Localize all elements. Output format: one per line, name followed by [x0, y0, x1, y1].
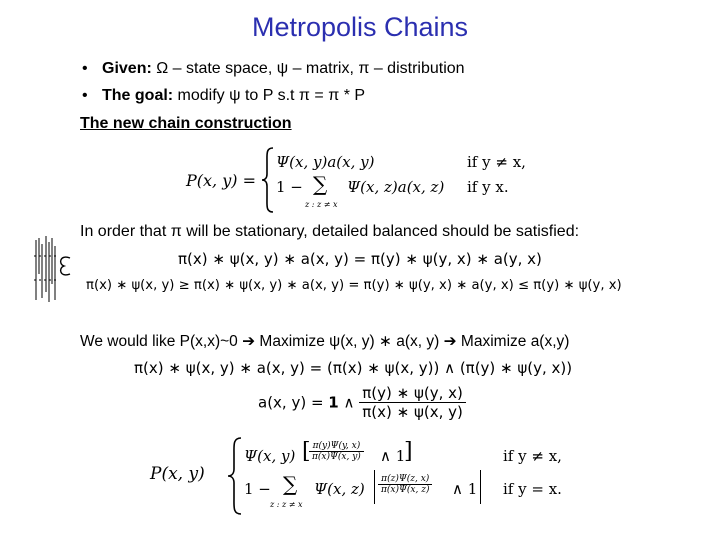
- eq2-case2-bar-right: [480, 470, 481, 504]
- eq2-case2-wedge: ∧ 1: [452, 480, 478, 498]
- eq1-brace: [260, 146, 276, 214]
- a-fraction-den: π(x) ∗ ψ(x, y): [362, 403, 463, 421]
- a-wedge: ∧: [338, 393, 360, 412]
- bullet-dot: •: [82, 60, 88, 77]
- arrow-icon: ➔: [242, 333, 256, 350]
- detailed-balance-statement: In order that π will be stationary, detailed balanced should be satisfied:: [80, 223, 580, 240]
- bullet-given-text: Ω – state space, ψ – matrix, π – distribution: [151, 60, 465, 77]
- bullet-goal-text: modify ψ to P s.t π = π * P: [173, 87, 366, 104]
- eq2-case1-fraction: [309, 441, 364, 462]
- scribble-arrow: [61, 257, 70, 275]
- a-one: 1: [328, 393, 339, 412]
- eq2-brace-path: [228, 438, 241, 514]
- bullet-goal: [82, 87, 365, 105]
- arrow-icon: ➔: [443, 333, 457, 350]
- section-heading: The new chain construction: [80, 115, 292, 132]
- a-fraction: [359, 384, 466, 421]
- eq1-sum-sub: z : z ≠ x: [305, 200, 338, 209]
- eq2-case1-cond: if y ≠ x,: [503, 447, 562, 465]
- eq2-case1-frac: [309, 441, 364, 462]
- detailed-balance-eq-a: π(x) ∗ ψ(x, y) ∗ a(x, y) = π(y) ∗ ψ(y, x) ∗ a(y, x): [178, 250, 542, 268]
- eq2-case2-num: π(z)Ψ(z, x): [378, 474, 432, 485]
- scribble-decoration: [30, 234, 72, 304]
- bullet-goal-label: The goal:: [102, 87, 174, 104]
- maximize-statement: [80, 332, 569, 351]
- eq2-case2-prefix: 1 −: [244, 480, 271, 498]
- eq2-sum-sub: z : z ≠ x: [270, 500, 303, 509]
- eq2-brace: [226, 436, 244, 516]
- scribble-strokes: [34, 236, 57, 302]
- maximize-text-c: Maximize a(x,y): [456, 333, 570, 350]
- sum-symbol: ∑: [283, 472, 298, 496]
- eq2-lhs: P(x, y): [150, 464, 205, 484]
- sum-symbol: ∑: [313, 172, 328, 196]
- min-equation: π(x) ∗ ψ(x, y) ∗ a(x, y) = (π(x) ∗ ψ(x, y)) ∧ (π(y) ∗ ψ(y, x)): [134, 359, 573, 377]
- eq1-case2-expr: Ψ(x, z)a(x, z): [347, 178, 445, 196]
- slide-title: Metropolis Chains: [251, 12, 469, 42]
- eq1-brace-path: [262, 148, 273, 212]
- eq2-case2-den: π(x)Ψ(x, z): [381, 485, 430, 495]
- eq1-case1-cond: if y ≠ x,: [467, 153, 526, 171]
- a-equation: [258, 384, 466, 421]
- bullet-dot: •: [82, 87, 88, 104]
- eq1-case2-cond: if y x.: [467, 178, 509, 196]
- maximize-text-a: We would like P(x,x)~0: [80, 333, 238, 350]
- eq2-case1-expr: Ψ(x, y): [244, 447, 296, 465]
- a-fraction-num: π(y) ∗ ψ(y, x): [359, 384, 466, 403]
- eq2-case1-bracket-right: ]: [404, 439, 413, 464]
- eq2-case2-frac: [378, 474, 432, 495]
- eq2-case2-expr: Ψ(x, z): [314, 480, 365, 498]
- eq2-sum: [283, 472, 297, 496]
- bullet-given: [82, 60, 465, 78]
- a-lhs: a(x, y) =: [258, 393, 329, 412]
- eq2-case1-wedge: ∧ 1: [380, 447, 406, 465]
- eq2-case2-cond: if y = x.: [503, 480, 562, 498]
- detailed-balance-eq-b: π(x) ∗ ψ(x, y) ≥ π(x) ∗ ψ(x, y) ∗ a(x, y) = π(y) ∗ ψ(y, x) ∗ a(y, x) ≤ π(y) ∗ ψ(y, x): [86, 278, 622, 293]
- eq2-case1-den: π(x)Ψ(x, y): [312, 452, 361, 462]
- eq1-case2-prefix: 1 −: [276, 178, 303, 196]
- eq1-case1-expr: Ψ(x, y)a(x, y): [276, 153, 375, 171]
- eq2-case1-num: π(y)Ψ(y, x): [309, 441, 364, 452]
- bullet-given-label: Given:: [102, 60, 152, 77]
- maximize-text-b: Maximize ψ(x, y) ∗ a(x, y): [255, 333, 444, 350]
- eq2-case1-bracket-left: [: [302, 439, 311, 464]
- eq2-case2-fraction: [378, 474, 432, 495]
- eq2-case2-bar-left: [374, 470, 375, 504]
- eq1-sum: [313, 172, 327, 196]
- eq1-lhs: P(x, y) =: [186, 171, 256, 190]
